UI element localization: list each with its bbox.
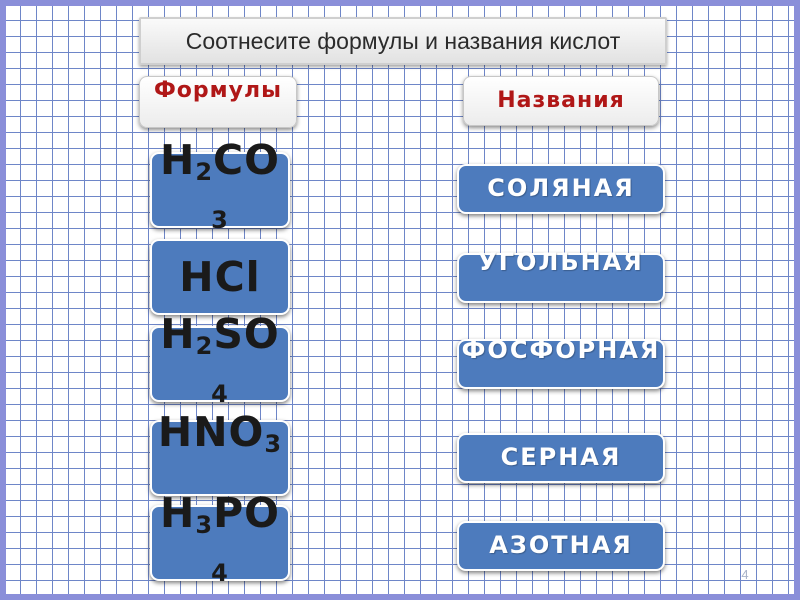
formula-subscript: 3 xyxy=(195,511,214,539)
frame-top xyxy=(0,0,800,6)
formula-subscript: 3 xyxy=(264,430,283,458)
formula-subscript: 4 xyxy=(211,380,229,408)
name-text: СОЛЯНАЯ xyxy=(487,174,635,202)
formula-card-hydrochloric[interactable] xyxy=(150,239,290,315)
formula-card-sulfuric[interactable] xyxy=(150,310,290,408)
formula-card-nitric[interactable] xyxy=(150,408,290,496)
name-card-sulfuric[interactable] xyxy=(457,433,665,483)
formula-subscript: 4 xyxy=(211,559,229,587)
frame-bottom xyxy=(0,594,800,600)
formula-card-phosphoric[interactable] xyxy=(150,489,290,587)
name-card-nitric[interactable] xyxy=(457,521,665,571)
name-text: СЕРНАЯ xyxy=(500,443,622,471)
name-card-carbonic[interactable] xyxy=(457,248,665,303)
formula-text: $H_2CO_3$ xyxy=(160,136,280,234)
formula-subscript: 2 xyxy=(195,332,214,360)
formula-text: HCl xyxy=(179,253,261,301)
name-text: УГОЛЬНАЯ xyxy=(478,248,644,276)
formula-text: $HNO_3$ xyxy=(157,408,283,458)
names-header: Названия xyxy=(463,76,659,126)
formula-subscript: 3 xyxy=(211,206,229,234)
page-number: 4 xyxy=(741,567,749,582)
frame-right xyxy=(794,0,800,600)
formulas-header: Формулы xyxy=(139,76,297,128)
slide-title: Соотнесите формулы и названия кислот xyxy=(139,17,667,65)
frame-left xyxy=(0,0,6,600)
formula-subscript: 2 xyxy=(195,158,214,186)
formula-text: $H_3PO_4$ xyxy=(160,489,280,587)
name-card-hydrochloric[interactable] xyxy=(457,164,665,214)
formula-text: $H_2SO_4$ xyxy=(160,310,280,408)
formula-card-carbonic[interactable] xyxy=(150,136,290,234)
name-text: ФОСФОРНАЯ xyxy=(461,336,661,364)
name-card-phosphoric[interactable] xyxy=(457,336,665,389)
name-text: АЗОТНАЯ xyxy=(489,531,633,559)
